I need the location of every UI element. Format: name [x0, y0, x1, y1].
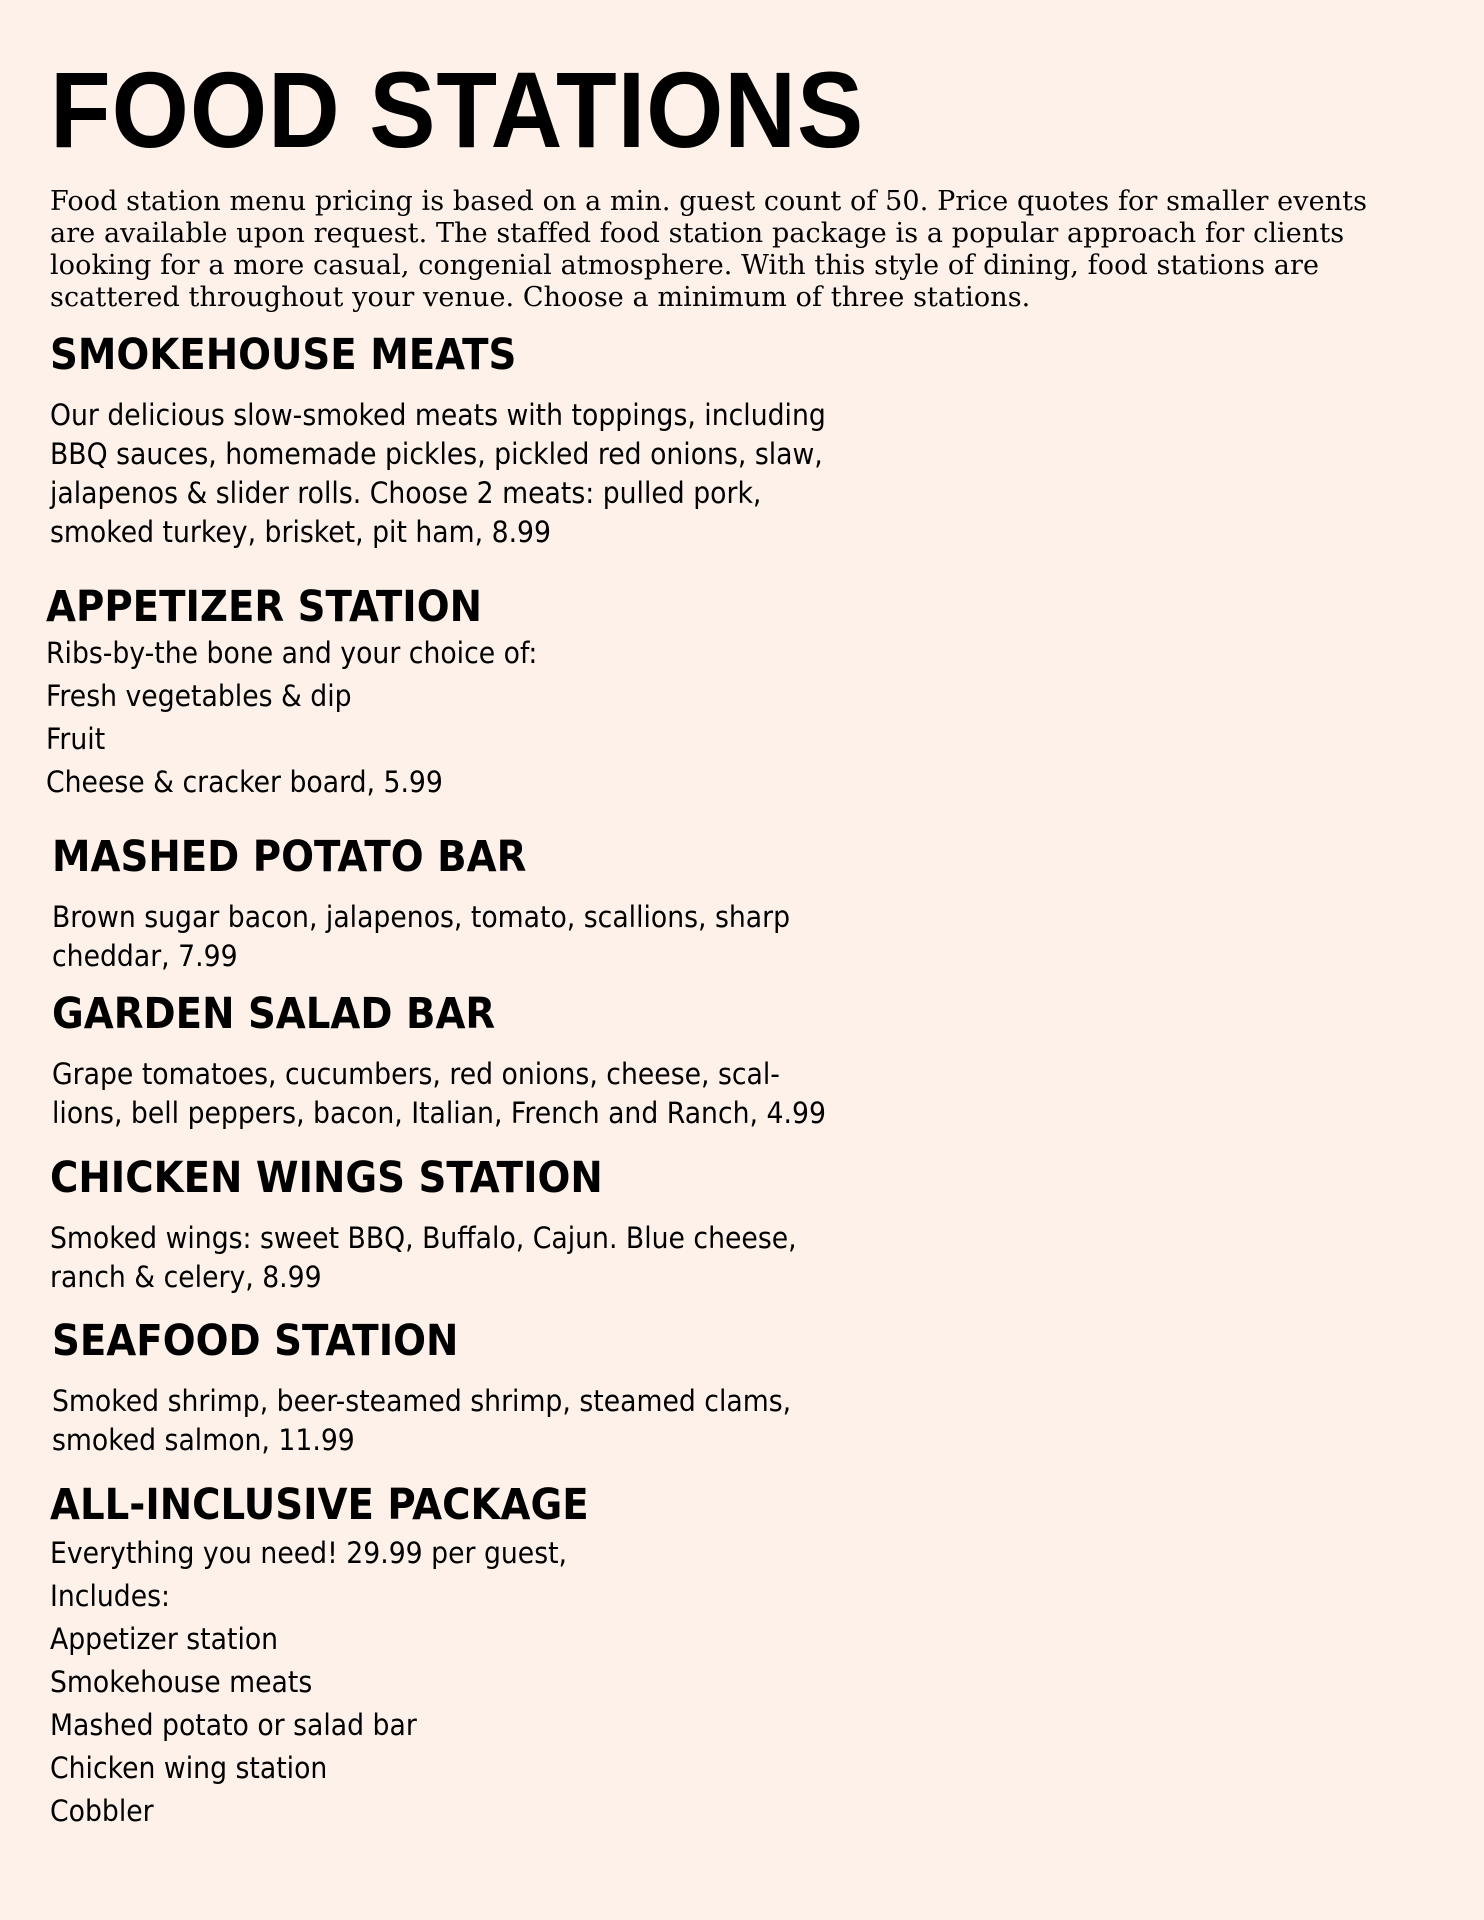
section-heading: MASHED POTATO BAR: [52, 832, 527, 882]
section-heading: APPETIZER STATION: [46, 582, 482, 632]
description-line: cheddar, 7.99: [52, 939, 238, 973]
section-description: [52, 898, 843, 976]
section-heading: SEAFOOD STATION: [52, 1316, 459, 1366]
section-description: [50, 396, 841, 552]
intro-line: looking for a more casual, congenial atmosphere. With this style of dining, food stations are: [50, 250, 1320, 281]
section-heading: CHICKEN WINGS STATION: [50, 1153, 603, 1203]
section-description: [50, 1532, 841, 1833]
description-line: Appetizer station: [50, 1622, 279, 1656]
description-line: Everything you need! 29.99 per guest,: [50, 1536, 568, 1570]
section-heading: ALL-INCLUSIVE PACKAGE: [50, 1480, 589, 1530]
section-heading: SMOKEHOUSE MEATS: [50, 330, 517, 380]
section-all-inclusive-package: [50, 1480, 910, 1833]
intro-line: scattered throughout your venue. Choose a minimum of three stations.: [50, 282, 1031, 313]
description-line: jalapenos & slider rolls. Choose 2 meats: pulled pork,: [50, 476, 762, 510]
description-line: Brown sugar bacon, jalapenos, tomato, scallions, sharp: [52, 900, 791, 934]
page-title: FOOD STATIONS: [50, 49, 865, 170]
section-chicken-wings-station: [50, 1153, 910, 1297]
description-line: smoked salmon, 11.99: [52, 1423, 355, 1457]
description-line: Smoked wings: sweet BBQ, Buffalo, Cajun. Blue cheese,: [50, 1221, 797, 1255]
description-line: Our delicious slow-smoked meats with toppings, including: [50, 398, 826, 432]
section-mashed-potato-bar: [52, 832, 912, 976]
section-heading: GARDEN SALAD BAR: [52, 989, 496, 1039]
section-garden-salad-bar: [52, 989, 912, 1133]
intro-paragraph: [50, 186, 1450, 314]
description-line: lions, bell peppers, bacon, Italian, French and Ranch, 4.99: [52, 1096, 826, 1130]
section-description: [50, 1219, 841, 1297]
description-line: BBQ sauces, homemade pickles, pickled red onions, slaw,: [50, 437, 823, 471]
description-line: Cobbler: [50, 1794, 154, 1828]
section-description: [52, 1382, 843, 1460]
section-description: [52, 1055, 843, 1133]
intro-line: Food station menu pricing is based on a min. guest count of 50. Price quotes for smaller events: [50, 186, 1368, 217]
section-seafood-station: [52, 1316, 912, 1460]
intro-line: are available upon request. The staffed food station package is a popular approach for clients: [50, 218, 1345, 249]
description-line: ranch & celery, 8.99: [50, 1260, 322, 1294]
description-line: Mashed potato or salad bar: [50, 1708, 417, 1742]
section-smokehouse-meats: [50, 330, 910, 552]
description-line: Fruit: [46, 722, 106, 756]
description-line: smoked turkey, brisket, pit ham, 8.99: [50, 515, 552, 549]
section-appetizer-station: [46, 582, 906, 804]
description-line: Smoked shrimp, beer-steamed shrimp, steamed clams,: [52, 1384, 792, 1418]
description-line: Fresh vegetables & dip: [46, 679, 352, 713]
description-line: Chicken wing station: [50, 1751, 328, 1785]
description-line: Cheese & cracker board, 5.99: [46, 765, 443, 799]
description-line: Smokehouse meats: [50, 1665, 313, 1699]
description-line: Grape tomatoes, cucumbers, red onions, cheese, scal-: [52, 1057, 780, 1091]
description-line: Ribs-by-the bone and your choice of:: [46, 636, 538, 670]
description-line: Includes:: [50, 1579, 171, 1613]
section-description: [46, 632, 837, 804]
